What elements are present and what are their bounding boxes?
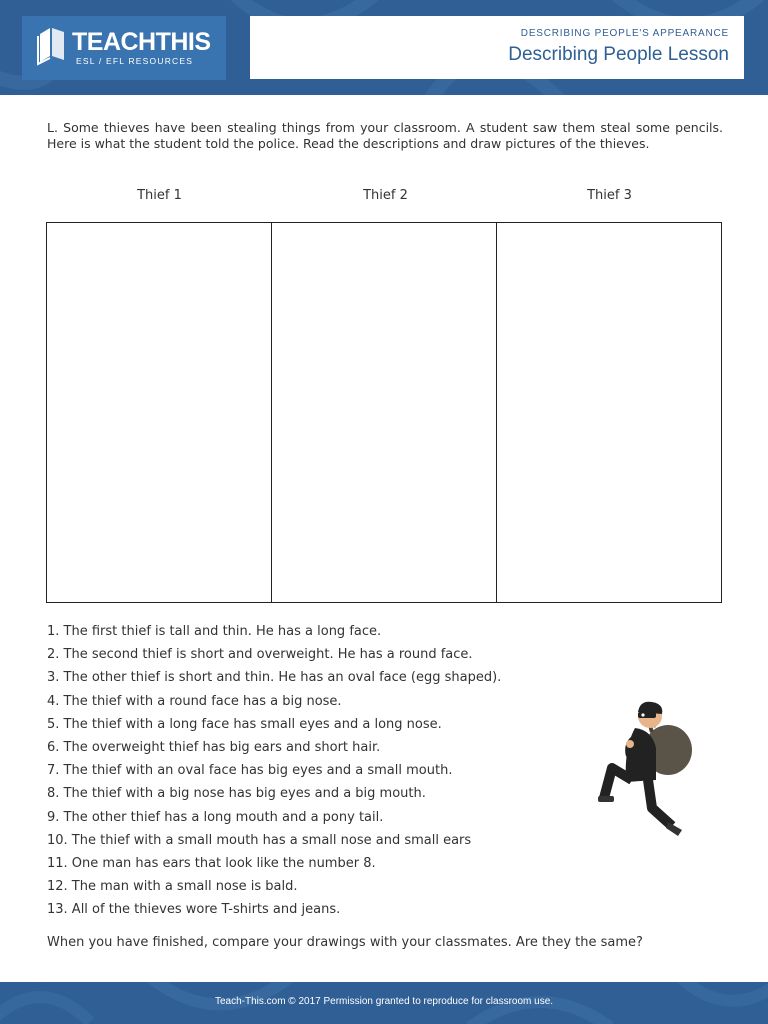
clue-item: 7. The thief with an oval face has big eyes and a small mouth.: [47, 763, 453, 779]
clue-item: 13. All of the thieves wore T-shirts and jeans.: [47, 902, 341, 918]
column-label-thief-3: Thief 3: [587, 188, 632, 203]
book-icon: [36, 26, 68, 66]
logo-wordmark: TEACHTHIS: [72, 28, 211, 56]
clue-item: 8. The thief with a big nose has big eyes and a big mouth.: [47, 786, 426, 802]
drawing-area-thief-2[interactable]: [272, 223, 497, 602]
clue-item: 2. The second thief is short and overweight. He has a round face.: [47, 647, 473, 663]
title-panel: [250, 16, 744, 79]
drawing-table: [46, 222, 722, 603]
clue-item: 6. The overweight thief has big ears and short hair.: [47, 739, 381, 755]
logo-tagline: ESL / EFL RESOURCES: [76, 56, 194, 66]
closing-instruction: When you have finished, compare your drawings with your classmates. Are they the same?: [47, 935, 643, 950]
column-label-thief-2: Thief 2: [363, 188, 408, 203]
footer-banner: [0, 982, 768, 1024]
lesson-title: Describing People Lesson: [508, 44, 729, 65]
drawing-area-thief-1[interactable]: [47, 223, 272, 602]
column-label-thief-1: Thief 1: [137, 188, 182, 203]
clue-item: 1. The first thief is tall and thin. He has a long face.: [47, 624, 382, 639]
header-banner: [0, 0, 768, 95]
clue-item: 3. The other thief is short and thin. He has an oval face (egg shaped).: [47, 670, 502, 686]
clue-item: 5. The thief with a long face has small eyes and a long nose.: [47, 716, 442, 732]
copyright-notice: Teach-This.com © 2017 Permission granted to reproduce for classroom use.: [214, 996, 554, 1007]
clue-item: 4. The thief with a round face has a big nose.: [47, 693, 342, 709]
thief-with-sack-illustration: [590, 698, 700, 843]
clue-list: [47, 624, 501, 925]
clue-item: 9. The other thief has a long mouth and a pony tail.: [47, 809, 384, 825]
logo: [22, 16, 226, 80]
drawing-area-thief-3[interactable]: [497, 223, 721, 602]
lesson-category: DESCRIBING PEOPLE'S APPEARANCE: [520, 28, 729, 39]
clue-item: 12. The man with a small nose is bald.: [47, 879, 298, 895]
clue-item: 11. One man has ears that look like the number 8.: [47, 855, 376, 871]
activity-instructions: L. Some thieves have been stealing things from your classroom. A student saw them steal some pencils. Here is what the student told the police. Read the descriptions and draw pictures of the thieves.: [47, 120, 723, 151]
clue-item: 10. The thief with a small mouth has a small nose and small ears: [47, 832, 472, 848]
